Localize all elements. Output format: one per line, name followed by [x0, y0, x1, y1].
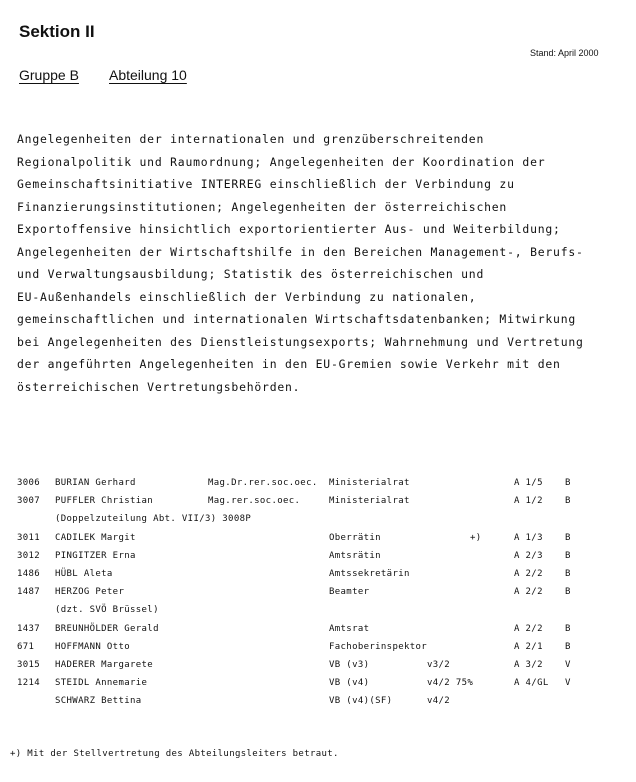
staff-position: Ministerialrat — [329, 496, 410, 506]
staff-id: 3007 — [17, 496, 41, 506]
footnote: +) Mit der Stellvertretung des Abteilungsleiters betraut. — [10, 749, 339, 759]
staff-group: V — [565, 660, 571, 670]
department-label: Abteilung 10 — [109, 67, 187, 83]
staff-id: 3006 — [17, 478, 41, 488]
staff-group: B — [565, 551, 571, 561]
staff-name: STEIDL Annemarie — [55, 678, 148, 688]
staff-note: v4/2 75% — [427, 678, 474, 688]
staff-position: VB (v4)(SF) — [329, 696, 393, 706]
paragraph-line: österreichischen Vertretungsbehörden. — [17, 379, 301, 394]
staff-academic-title: Mag.rer.soc.oec. — [208, 496, 301, 506]
responsibilities-paragraph — [17, 128, 617, 398]
staff-academic-title: Mag.Dr.rer.soc.oec. — [208, 478, 318, 488]
paragraph-line: der angeführten Angelegenheiten in den EU-Gremien sowie Verkehr mit den — [17, 357, 561, 371]
staff-grade: A 4/GL — [514, 678, 549, 688]
section-heading: Sektion II — [19, 22, 95, 41]
paragraph-line: EU-Außenhandels einschließlich der Verbindung zu nationalen, — [17, 289, 477, 304]
staff-id: 3015 — [17, 660, 41, 670]
staff-name: PUFFLER Christian — [55, 496, 154, 506]
staff-group: B — [565, 496, 571, 506]
staff-name: HERZOG Peter — [55, 587, 125, 597]
staff-id: 1214 — [17, 678, 41, 688]
staff-note: v3/2 — [427, 660, 451, 670]
staff-grade: A 2/3 — [514, 551, 543, 561]
staff-grade: A 3/2 — [514, 660, 543, 670]
staff-name: (dzt. SVÖ Brüssel) — [55, 605, 159, 615]
staff-id: 3011 — [17, 533, 41, 543]
staff-grade: A 2/2 — [514, 569, 543, 579]
staff-grade: A 1/2 — [514, 496, 543, 506]
staff-group: B — [565, 587, 571, 597]
staff-grade: A 1/5 — [514, 478, 543, 488]
staff-name: CADILEK Margit — [55, 533, 136, 543]
staff-position: Oberrätin — [329, 533, 381, 543]
staff-position: VB (v3) — [329, 660, 370, 670]
paragraph-line: Gemeinschaftsinitiative INTERREG einschließlich der Verbindung zu — [17, 177, 515, 191]
staff-position: Amtsrätin — [329, 551, 381, 561]
staff-name: SCHWARZ Bettina — [55, 696, 142, 706]
staff-note: +) — [470, 533, 482, 543]
staff-position: Beamter — [329, 587, 370, 597]
paragraph-line: Regionalpolitik und Raumordnung; Angelegenheiten der Koordination der — [17, 154, 546, 169]
staff-position: Amtssekretärin — [329, 569, 410, 579]
staff-id: 1437 — [17, 624, 41, 634]
paragraph-line: Finanzierungsinstitutionen; Angelegenheiten der österreichischen — [17, 199, 508, 214]
staff-position: Amtsrat — [329, 624, 370, 634]
paragraph-line: gemeinschaftlichen und internationalen Wirtschaftsdatenbanken; Mitwirkung — [17, 312, 577, 326]
staff-id: 1487 — [17, 587, 41, 597]
staff-name: BREUNHÖLDER Gerald — [55, 624, 159, 634]
stand-date: Stand: April 2000 — [530, 48, 599, 58]
staff-position: Ministerialrat — [329, 478, 410, 488]
staff-name: BURIAN Gerhard — [55, 478, 136, 488]
staff-group: B — [565, 642, 571, 652]
staff-name: (Doppelzuteilung Abt. VII/3) 3008P — [55, 514, 252, 524]
staff-id: 3012 — [17, 551, 41, 561]
staff-name: HADERER Margarete — [55, 660, 154, 670]
staff-group: B — [565, 569, 571, 579]
staff-name: PINGITZER Erna — [55, 551, 136, 561]
staff-id: 671 — [17, 642, 35, 652]
staff-id: 1486 — [17, 569, 41, 579]
staff-name: HÜBL Aleta — [55, 569, 113, 579]
paragraph-line: Angelegenheiten der Wirtschaftshilfe in den Bereichen Management-, Berufs- — [17, 244, 584, 259]
staff-position: Fachoberinspektor — [329, 642, 428, 652]
paragraph-line: Angelegenheiten der internationalen und grenzüberschreitenden — [17, 132, 485, 146]
paragraph-line: bei Angelegenheiten des Dienstleistungsexports; Wahrnehmung und Vertretung — [17, 334, 584, 349]
staff-grade: A 1/3 — [514, 533, 543, 543]
staff-group: B — [565, 533, 571, 543]
paragraph-line: und Verwaltungsausbildung; Statistik des österreichischen und — [17, 267, 485, 281]
staff-grade: A 2/2 — [514, 587, 543, 597]
staff-group: V — [565, 678, 571, 688]
group-label: Gruppe B — [19, 67, 79, 83]
paragraph-line: Exportoffensive hinsichtlich exportorientierter Aus- und Weiterbildung; — [17, 222, 561, 236]
staff-grade: A 2/2 — [514, 624, 543, 634]
staff-group: B — [565, 478, 571, 488]
staff-note: v4/2 — [427, 696, 451, 706]
staff-name: HOFFMANN Otto — [55, 642, 130, 652]
staff-group: B — [565, 624, 571, 634]
staff-position: VB (v4) — [329, 678, 370, 688]
staff-grade: A 2/1 — [514, 642, 543, 652]
